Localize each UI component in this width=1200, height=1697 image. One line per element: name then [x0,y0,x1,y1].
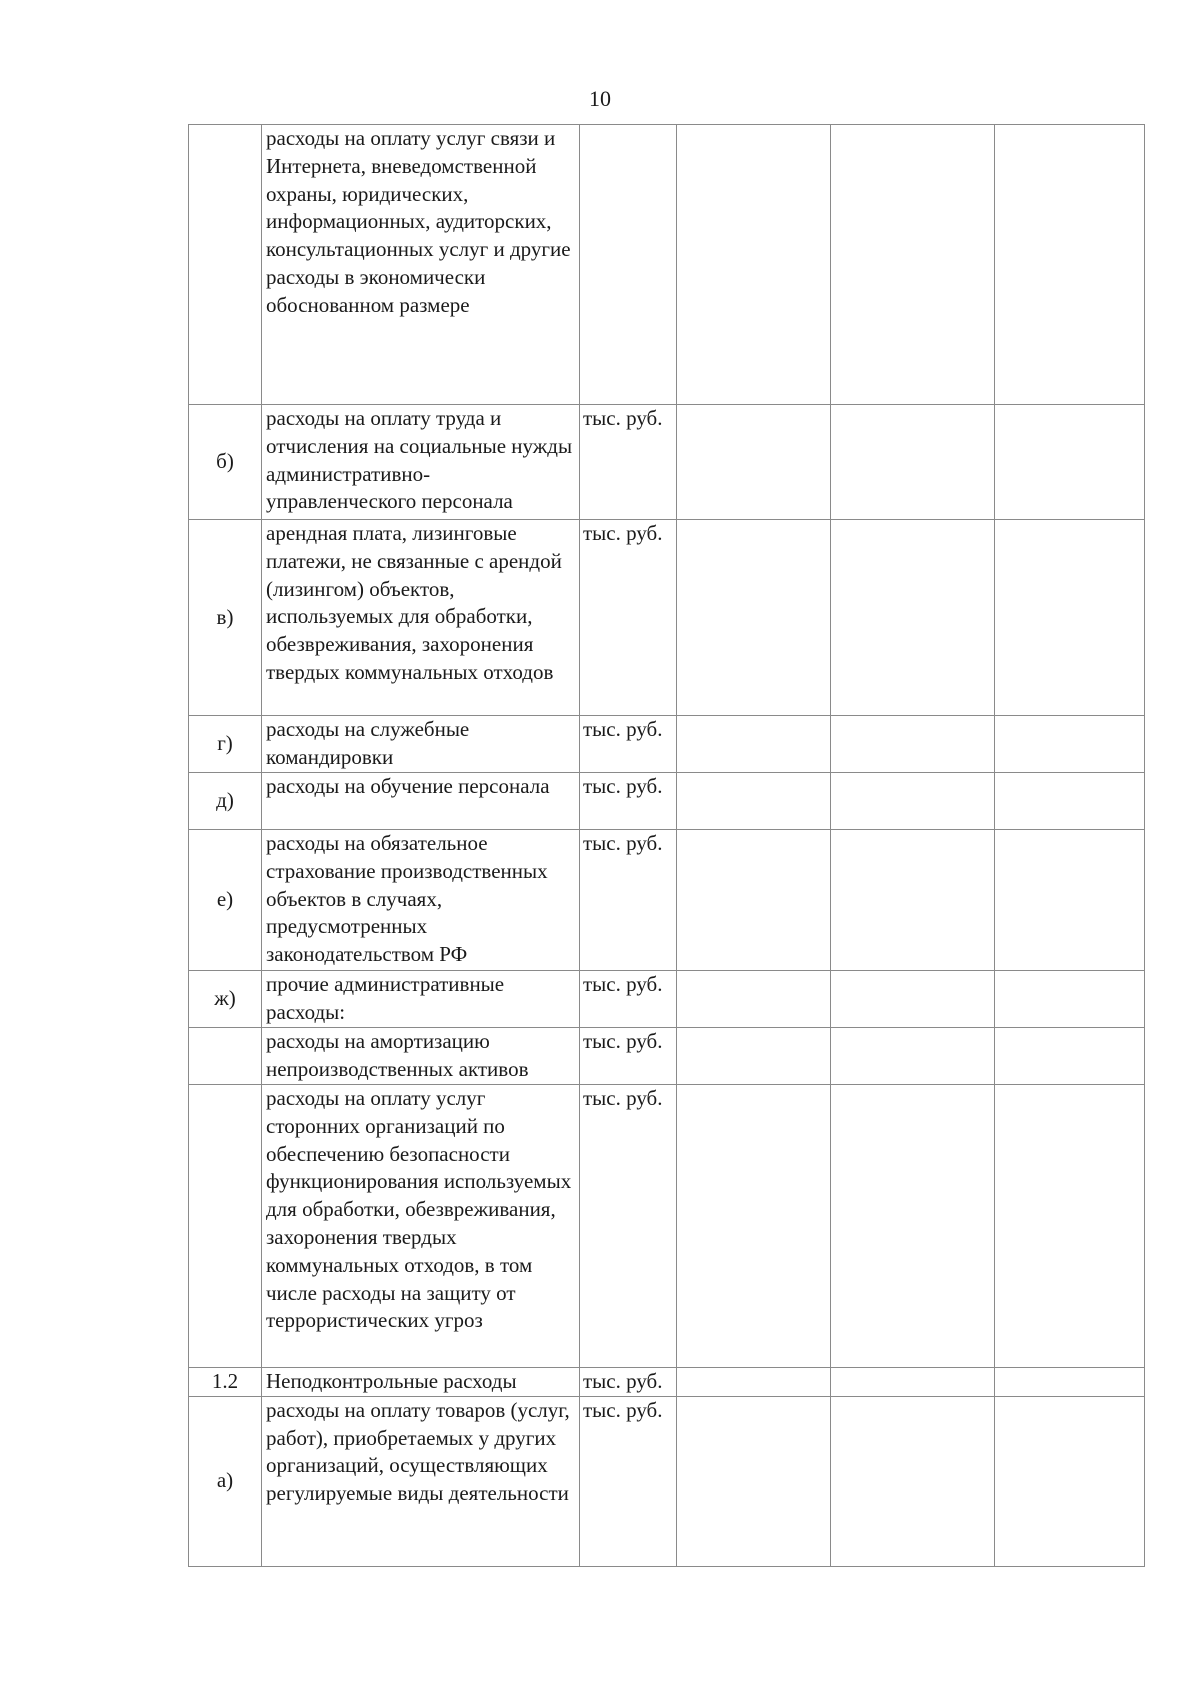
row-number: г) [189,716,262,773]
row-unit: тыс. руб. [580,1368,677,1397]
value-cell [677,1368,831,1397]
row-number: б) [189,405,262,520]
value-cell [831,773,995,830]
page-number: 10 [589,86,611,111]
value-cell [677,971,831,1028]
row-number [189,125,262,405]
row-unit: тыс. руб. [580,1028,677,1085]
value-cell [995,125,1145,405]
value-cell [677,1396,831,1566]
value-cell [995,773,1145,830]
table-row [189,125,1145,405]
value-cell [677,1028,831,1085]
row-name: расходы на оплату товаров (услуг, работ), приобретаемых у других организаций, осуществляющих регулируемые виды деятельности [262,1396,580,1566]
value-cell [677,520,831,716]
row-name: расходы на оплату услуг связи и Интернета, вневедомственной охраны, юридических, информационных, аудиторских, консультационных услуг и другие расходы в экономически обоснованном размере [262,125,580,405]
value-cell [831,971,995,1028]
row-number: е) [189,830,262,971]
row-name: расходы на обучение персонала [262,773,580,830]
row-name: арендная плата, лизинговые платежи, не связанные с арендой (лизингом) объектов, используемых для обработки, обезвреживания, захоронения твердых коммунальных отходов [262,520,580,716]
value-cell [995,1368,1145,1397]
table-row [189,1085,1145,1368]
table-row [189,971,1145,1028]
value-cell [831,405,995,520]
value-cell [995,1085,1145,1368]
row-unit: тыс. руб. [580,1396,677,1566]
table-row [189,1368,1145,1397]
row-unit: тыс. руб. [580,405,677,520]
value-cell [831,520,995,716]
value-cell [995,716,1145,773]
row-number: ж) [189,971,262,1028]
row-name: расходы на оплату услуг сторонних организаций по обеспечению безопасности функционирования используемых для обработки, обезвреживания, захоронения твердых коммунальных отходов, в том числе расходы на защиту от террористических угроз [262,1085,580,1368]
row-name: расходы на обязательное страхование производственных объектов в случаях, предусмотренных законодательством РФ [262,830,580,971]
value-cell [831,1028,995,1085]
value-cell [831,1085,995,1368]
row-name: Неподконтрольные расходы [262,1368,580,1397]
row-number: а) [189,1396,262,1566]
row-number: 1.2 [189,1368,262,1397]
value-cell [995,1396,1145,1566]
row-unit: тыс. руб. [580,1085,677,1368]
row-name: расходы на оплату труда и отчисления на социальные нужды административно-управленческого персонала [262,405,580,520]
value-cell [831,125,995,405]
row-name: расходы на служебные командировки [262,716,580,773]
table-row [189,773,1145,830]
value-cell [995,405,1145,520]
table-row [189,405,1145,520]
value-cell [677,405,831,520]
table-row [189,830,1145,971]
value-cell [831,830,995,971]
table-row [189,716,1145,773]
table-row [189,1396,1145,1566]
value-cell [831,1396,995,1566]
value-cell [677,830,831,971]
cost-table [188,124,1145,1567]
value-cell [995,520,1145,716]
value-cell [995,1028,1145,1085]
row-unit: тыс. руб. [580,716,677,773]
row-number: д) [189,773,262,830]
row-name: прочие административные расходы: [262,971,580,1028]
value-cell [995,971,1145,1028]
table-row [189,1028,1145,1085]
row-unit: тыс. руб. [580,773,677,830]
value-cell [831,716,995,773]
value-cell [995,830,1145,971]
row-name: расходы на амортизацию непроизводственных активов [262,1028,580,1085]
row-unit [580,125,677,405]
row-unit: тыс. руб. [580,971,677,1028]
row-number: в) [189,520,262,716]
table-row [189,520,1145,716]
value-cell [677,773,831,830]
row-number [189,1085,262,1368]
value-cell [677,1085,831,1368]
value-cell [677,125,831,405]
value-cell [677,716,831,773]
row-number [189,1028,262,1085]
row-unit: тыс. руб. [580,830,677,971]
value-cell [831,1368,995,1397]
row-unit: тыс. руб. [580,520,677,716]
